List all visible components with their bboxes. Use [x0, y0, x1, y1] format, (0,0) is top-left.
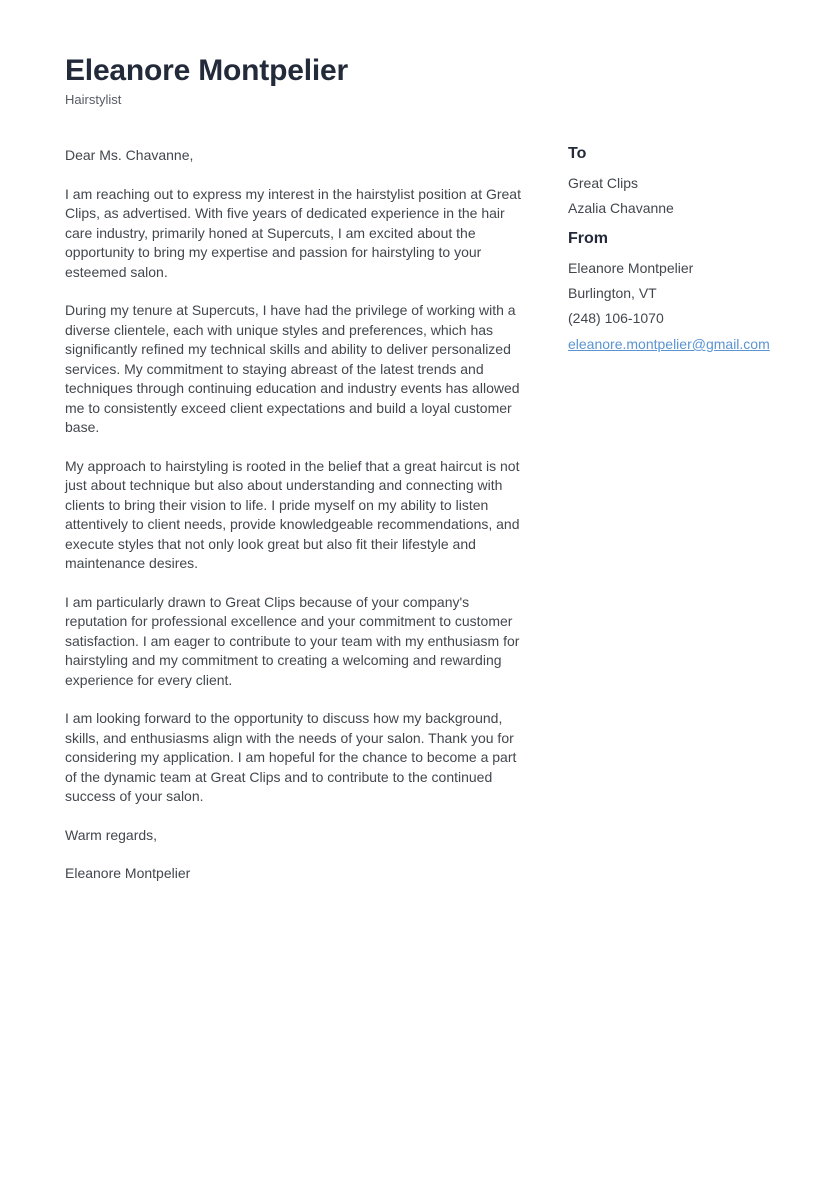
letter-paragraph: I am looking forward to the opportunity to discuss how my background, skills, and enthusiasms align with the needs of your salon. Thank you for considering my application. I am hopeful for the chance to become a part of the dynamic team at Great Clips and to contribute to the continued success of your salon. [65, 710, 517, 804]
letter-paragraph: I am reaching out to express my interest in the hairstylist position at Great Clips, as advertised. With five years of dedicated experience in the hair care industry, primarily honed at Supercuts, I am excited about the opportunity to bring my expertise and passion for hairstyling to your esteemed salon. [65, 185, 521, 280]
letter-paragraph: During my tenure at Supercuts, I have had the privilege of working with a diverse clientele, each with unique styles and preferences, which has significantly refined my technical skills and ability to deliver personalized services. My commitment to staying abreast of the latest trends and techniques through continuing education and industry events has allowed me to consistently exceed client expectations and build a loyal customer base. [65, 302, 520, 435]
letter-paragraph: I am particularly drawn to Great Clips because of your company's reputation for professional excellence and your commitment to customer satisfaction. I am eager to contribute to your team with my enthusiasm for hairstyling and my commitment to creating a welcoming and rewarding experience for every client. [65, 593, 520, 688]
content-columns [65, 146, 777, 903]
signature: Eleanore Montpelier [65, 865, 191, 881]
from-heading: From [568, 230, 608, 247]
letter-body [65, 146, 521, 903]
letter-header [65, 54, 777, 107]
sender-phone: (248) 106-1070 [568, 310, 664, 326]
contact-sidebar [568, 146, 777, 354]
letter-paragraph: My approach to hairstyling is rooted in the belief that a great haircut is not just about technique but also about understanding and connecting with clients to bring their vision to life. I pride myself on my ability to listen attentively to client needs, provide knowledgeable recommendations, and execute styles that not only look great but also fit their lifestyle and maintenance desires. [65, 457, 520, 571]
recipient-contact: Azalia Chavanne [568, 200, 674, 216]
closing: Warm regards, [65, 826, 158, 843]
sender-email-link[interactable]: eleanore.montpelier@gmail.com [568, 336, 770, 352]
to-heading: To [568, 145, 587, 162]
recipient-company: Great Clips [568, 175, 639, 191]
page-title: Eleanore Montpelier [65, 54, 348, 87]
sender-name: Eleanore Montpelier [568, 260, 694, 276]
job-title: Hairstylist [65, 92, 122, 107]
sender-location: Burlington, VT [568, 285, 657, 301]
salutation: Dear Ms. Chavanne, [65, 147, 194, 163]
